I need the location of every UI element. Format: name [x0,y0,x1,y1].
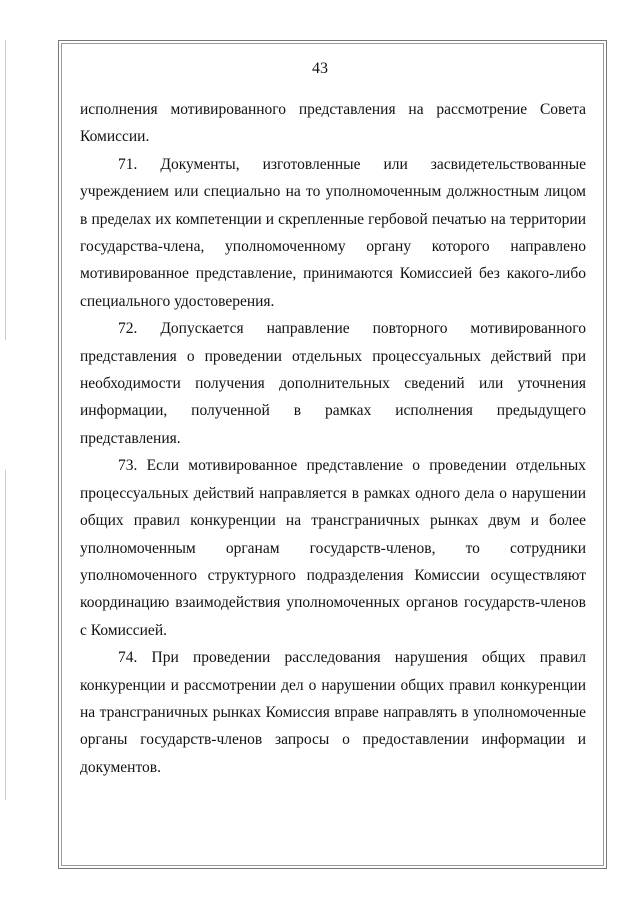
paragraph-73: 73. Если мотивированное представление о проведении отдельных процессуальных действий направляется в рамках одного дела о нарушении общих правил конкуренции на трансграничных рынках двум и более уполномоченным органам государств-членов, то сотрудники уполномоченного структурного подразделения Комиссии осуществляют координацию взаимодействия уполномоченных органов государств-членов с Комиссией. [80,457,586,639]
document-body [80,96,586,781]
paragraph-continuation: исполнения мотивированного представления на рассмотрение Совета Комиссии. [80,101,586,146]
paragraph-72: 72. Допускается направление повторного мотивированного представления о проведении отдельных процессуальных действий при необходимости получения дополнительных сведений или уточнения информации, полученной в рамках исполнения предыдущего представления. [80,320,586,447]
scan-margin-mark [5,470,6,800]
scan-margin-mark [5,40,6,340]
paragraph-74: 74. При проведении расследования нарушения общих правил конкуренции и рассмотрении дел о нарушении общих правил конкуренции на трансграничных рынках Комиссия вправе направлять в уполномоченные органы государств-членов запросы о предоставлении информации и документов. [80,649,586,776]
page-number: 43 [312,60,328,77]
paragraph-71: 71. Документы, изготовленные или засвидетельствованные учреждением или специально на то уполномоченным должностным лицом в пределах их компетенции и скрепленные гербовой печатью на территории государства-члена, уполномоченному органу которого направлено мотивированное представление, принимаются Комиссией без какого-либо специального удостоверения. [80,155,586,310]
